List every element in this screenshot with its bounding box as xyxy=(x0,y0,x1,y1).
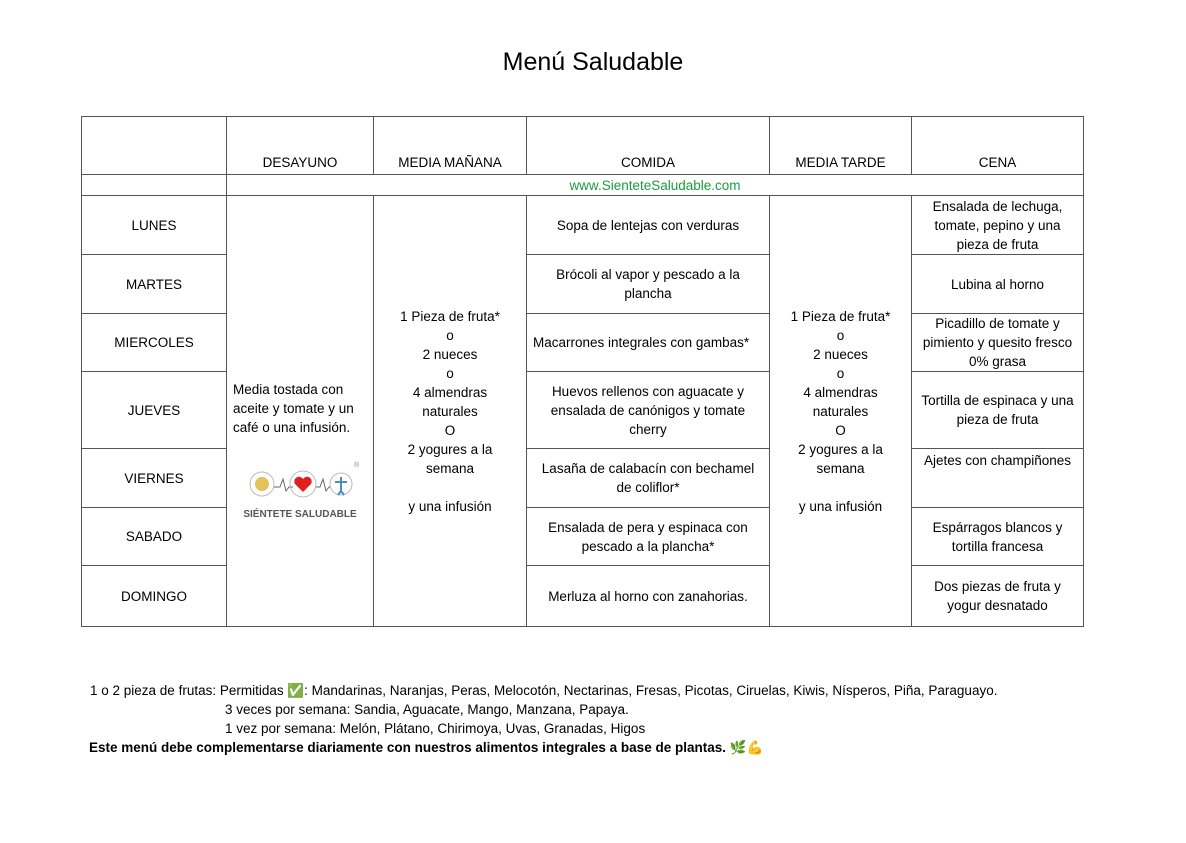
snack-line: 2 yogures a la xyxy=(798,441,883,457)
page-title: Menú Saludable xyxy=(502,48,684,76)
cena-cell: Dos piezas de fruta y yogur desnatado xyxy=(912,566,1084,627)
snack-line: o xyxy=(446,365,454,381)
cena-cell: Lubina al horno xyxy=(912,255,1084,314)
note-line: 3 veces por semana: Sandia, Aguacate, Mango, Manzana, Papaya. xyxy=(225,702,629,717)
note-line: Este menú debe complementarse diariamente con nuestros alimentos integrales a base de plantas. 🌿💪 xyxy=(89,740,764,755)
cena-cell: Ensalada de lechuga, tomate, pepino y una pieza de fruta xyxy=(912,196,1084,255)
snack-line: o xyxy=(446,327,454,343)
comida-cell: Merluza al horno con zanahorias. xyxy=(527,566,770,627)
header-cell: COMIDA xyxy=(527,117,770,175)
website-link[interactable]: www.SienteteSaludable.com xyxy=(227,175,1084,196)
day-cell: MIERCOLES xyxy=(82,314,227,372)
snack-line: 4 almendras xyxy=(412,384,488,400)
snack-line: 2 nueces xyxy=(422,346,478,362)
day-cell: SABADO xyxy=(82,508,227,566)
snack-line: O xyxy=(835,422,846,438)
day-cell: JUEVES xyxy=(82,372,227,449)
header-cell: MEDIA TARDE xyxy=(770,117,912,175)
logo xyxy=(240,457,360,532)
media-tarde-cell xyxy=(770,196,912,627)
day-cell: LUNES xyxy=(82,196,227,255)
day-cell: MARTES xyxy=(82,255,227,314)
snack-line: semana xyxy=(425,460,475,476)
comida-cell: Lasaña de calabacín con bechamel de coliflor* xyxy=(527,449,770,508)
snack-line: naturales xyxy=(812,403,869,419)
snack-line: y una infusión xyxy=(408,498,492,514)
snack-options xyxy=(776,307,905,516)
snack-line: 4 almendras xyxy=(803,384,878,400)
desayuno-cell xyxy=(227,196,374,627)
header-row xyxy=(82,117,1084,175)
cena-cell: Tortilla de espinaca y una pieza de fruta xyxy=(912,372,1084,449)
header-cell: DESAYUNO xyxy=(227,117,374,175)
svg-text:®: ® xyxy=(354,462,360,469)
snack-line xyxy=(776,478,905,497)
day-cell: VIERNES xyxy=(82,449,227,508)
comida-cell: Macarrones integrales con gambas* xyxy=(527,314,770,372)
snack-line: 1 Pieza de fruta* xyxy=(400,308,500,324)
snack-line: semana xyxy=(816,460,865,476)
comida-cell: Huevos rellenos con aguacate y ensalada de canónigos y tomate cherry xyxy=(527,372,770,449)
snack-line: o xyxy=(836,327,845,343)
snack-line: 2 nueces xyxy=(813,346,868,362)
comida-cell: Sopa de lentejas con verduras xyxy=(527,196,770,255)
cena-cell: Espárragos blancos y tortilla francesa xyxy=(912,508,1084,566)
snack-line xyxy=(380,478,520,497)
day-cell: DOMINGO xyxy=(82,566,227,627)
media-manana-cell xyxy=(374,196,527,627)
header-cell: CENA xyxy=(912,117,1084,175)
snack-line: 1 Pieza de fruta* xyxy=(790,308,891,324)
comida-cell: Ensalada de pera y espinaca con pescado a la plancha* xyxy=(527,508,770,566)
svg-text:SIÉNTETE SALUDABLE: SIÉNTETE SALUDABLE xyxy=(243,509,357,520)
snack-line: naturales xyxy=(422,403,478,419)
snack-line: y una infusión xyxy=(798,498,883,514)
header-cell: MEDIA MAÑANA xyxy=(374,117,527,175)
empty-cell xyxy=(82,175,227,196)
snack-options xyxy=(380,307,520,516)
cena-cell: Picadillo de tomate y pimiento y quesito fresco 0% grasa xyxy=(912,314,1084,372)
note-line: 1 o 2 pieza de frutas: Permitidas ✅: Mandarinas, Naranjas, Peras, Melocotón, Nectarinas, Fresas, Picotas, Ciruelas, Kiwis, Nísperos, Piña, Paraguayo. xyxy=(90,683,998,698)
comida-cell: Brócoli al vapor y pescado a la plancha xyxy=(527,255,770,314)
menu-table xyxy=(81,116,1084,627)
snack-line: o xyxy=(836,365,845,381)
snack-line: 2 yogures a la xyxy=(407,441,493,457)
note-line: 1 vez por semana: Melón, Plátano, Chirimoya, Uvas, Granadas, Higos xyxy=(225,721,646,736)
heartbeat-logo-icon xyxy=(240,457,360,527)
snack-line: O xyxy=(444,422,456,438)
desayuno-text: Media tostada con aceite y tomate y un café o una infusión. xyxy=(233,382,354,435)
notes xyxy=(90,681,997,757)
cena-cell: Ajetes con champiñones xyxy=(912,449,1084,508)
header-cell xyxy=(82,117,227,175)
